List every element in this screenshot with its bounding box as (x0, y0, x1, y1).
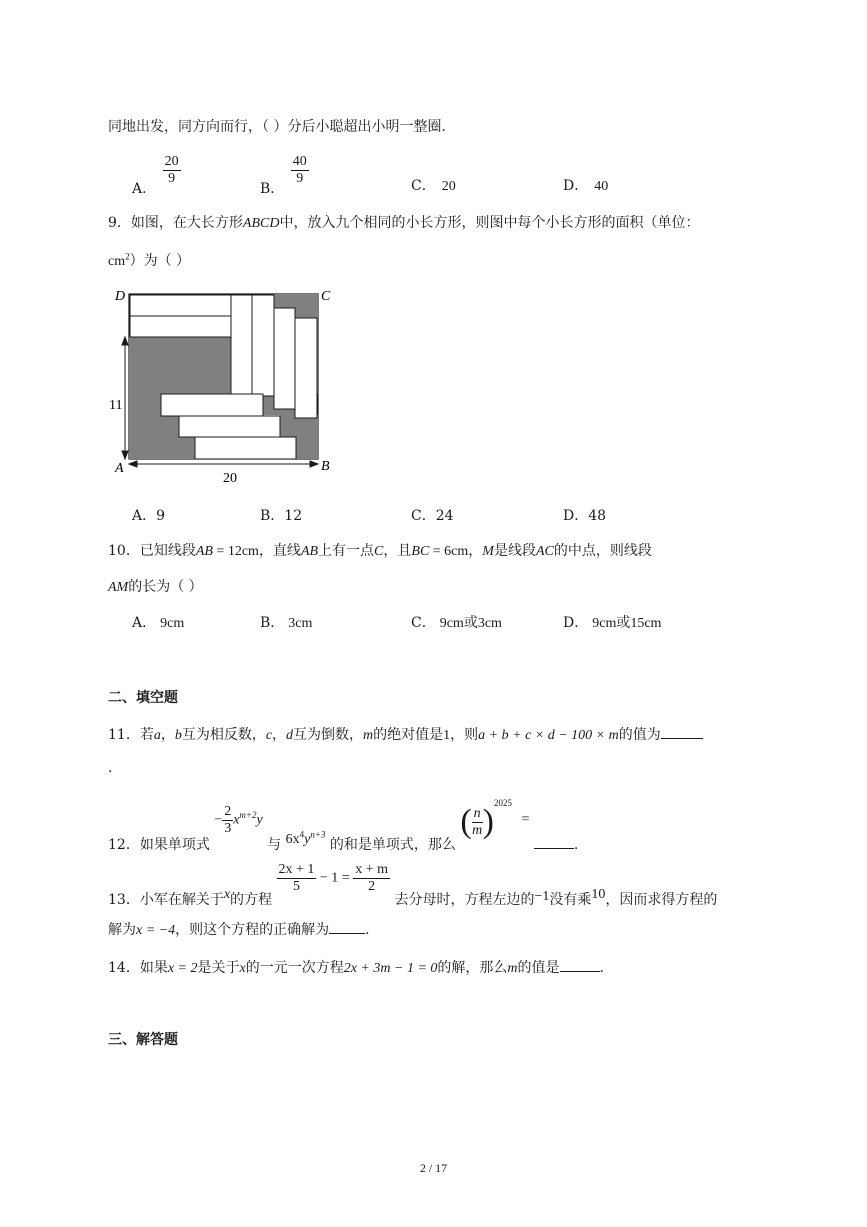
label-c: C (321, 289, 331, 304)
q8-option-a: A． $\frac{20}{9}$ (132, 154, 179, 197)
q14-stem: 14．如果x = 2是关于x的一元一次方程2x + 3m − 1 = 0的解，那么m的值是 . (108, 960, 604, 976)
q11-answer-blank[interactable] (661, 738, 703, 739)
q10-stem-line1: 10．已知线段AB = 12cm，直线AB上有一点C，且BC = 6cm，M是线段AC的中点，则线段 (108, 543, 652, 559)
q8-option-c: C． 20 (411, 178, 456, 194)
label-width: 20 (223, 471, 237, 486)
q12-stem: 12．如果单项式 − $\frac{2}{3}$ $x^{m+2}y$ 与 $6x^4y^{n+3}$ 的和是单项式，那么 ( $\frac{n}{m}$ )$^{2025}$ = . (108, 797, 579, 854)
q8-option-d: D． 40 (563, 178, 609, 194)
q10-stem-line2: AM的长为（ ） (108, 579, 203, 595)
q9-option-d: D．48 (563, 508, 607, 524)
q13-stem-line2: 解为x = −4，则这个方程的正确解为 . (108, 922, 370, 938)
q10-option-b: B． 3cm (260, 615, 313, 631)
q12-answer-blank[interactable] (534, 848, 574, 849)
section-fill-in-blank: 二、填空题 (108, 690, 178, 706)
section-solve: 三、解答题 (108, 1032, 178, 1048)
q9-option-c: C．24 (411, 508, 454, 524)
q11-stem: 11．若a，b互为相反数，c，d互为倒数，m的绝对值是1，则a + b + c × d − 100 × m的值为 (108, 724, 703, 744)
q10-option-a: A． 9cm (132, 615, 185, 631)
label-height: 11 (109, 398, 123, 413)
page-number: 2 / 17 (419, 1161, 448, 1175)
q8-option-b: B． $\frac{40}{9}$ (260, 154, 307, 197)
q9-stem-line1: 9．如图，在大长方形ABCD中，放入九个相同的小长方形，则图中每个小长方形的面积（单位： (108, 215, 700, 231)
q9-option-b: B．12 (260, 508, 303, 524)
q11-tail: . (108, 760, 113, 776)
width-dimension (129, 461, 318, 467)
q9-option-a: A．9 (132, 508, 166, 524)
q13-answer-blank[interactable] (329, 933, 365, 934)
q10-option-c: C． 9cm或3cm (411, 615, 502, 631)
q9-figure (100, 282, 340, 492)
label-d: D (115, 289, 126, 304)
q8-text: 同地出发，同方向而行，（ ）分后小聪超出小明一整圈． (108, 119, 456, 135)
label-a: A (115, 461, 124, 476)
q10-option-d: D． 9cm或15cm (563, 615, 662, 631)
height-dimension (122, 337, 128, 459)
q9-stem-line2: $cm^2$）为（ ） (108, 251, 191, 269)
q13-stem-line1: 13．小军在解关于x的方程 $\frac{2x + 1}{5}$ − 1 = $\frac{x + m}{2}$ 去分母时，方程左边的−1没有乘10，因而求得方程的 (108, 862, 718, 908)
q14-answer-blank[interactable] (560, 971, 600, 972)
label-b: B (321, 459, 330, 474)
